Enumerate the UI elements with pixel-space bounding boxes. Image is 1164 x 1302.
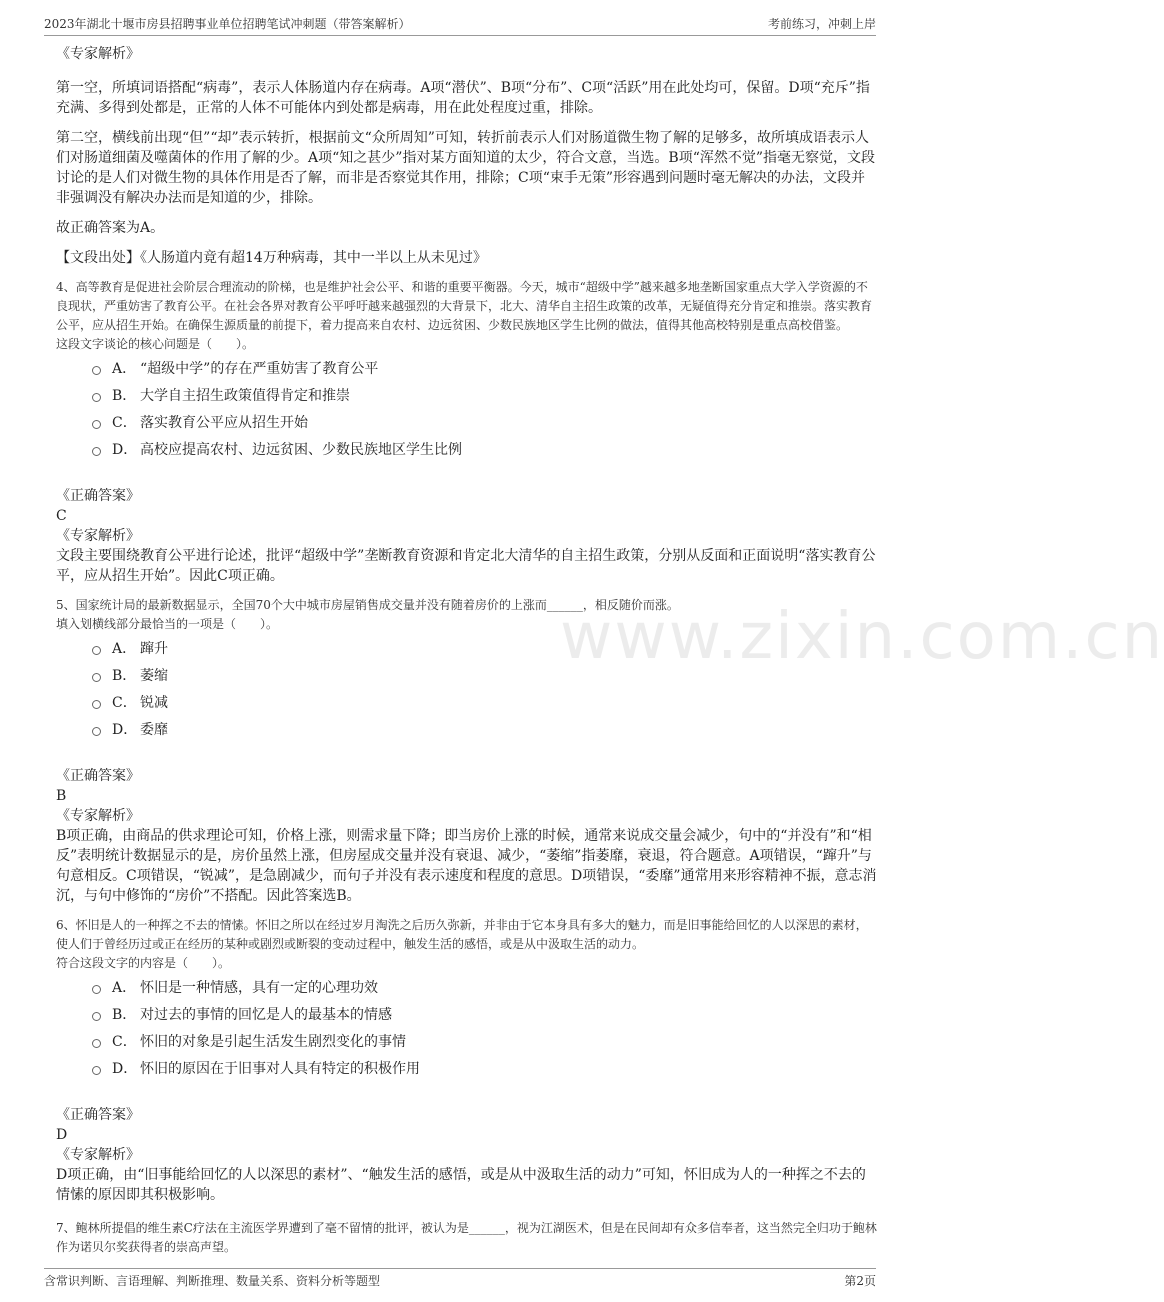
- q6-stem: 6、怀旧是人的一种挥之不去的情愫。怀旧之所以在经过岁月淘洗之后历久弥新，并非由于它本身具有多大的魅力，而是旧事能给回忆的人以深思的素材，使人们于曾经历过或正在经历的某种或剧烈或断裂的变动过程中，触发生活的感悟，或是从中汲取生活的动力。: [56, 918, 868, 951]
- q5-stem: 5、国家统计局的最新数据显示，全国70个大中城市房屋销售成交量并没有随着房价的上涨而______，相反随价而涨。: [56, 598, 679, 612]
- q5-expert-label: 《专家解析》: [56, 808, 140, 824]
- q3-source: 【文段出处】《人肠道内竟有超14万种病毒，其中一半以上从未见过》: [56, 250, 487, 266]
- radio-icon[interactable]: [92, 447, 101, 456]
- page-header: [44, 10, 876, 36]
- q5-option-d[interactable]: D． 委靡: [92, 715, 878, 742]
- q5-question: 填入划横线部分最恰当的一项是（ ）。: [56, 617, 279, 631]
- q5-options: [56, 634, 878, 742]
- q4-option-d[interactable]: D． 高校应提高农村、边远贫困、少数民族地区学生比例: [92, 435, 878, 462]
- q3-conclusion: 故正确答案为A。: [56, 220, 165, 236]
- q6-explanation: D项正确，由“旧事能给回忆的人以深思的素材”、“触发生活的感悟，或是从中汲取生活的动力”可知，怀旧成为人的一种挥之不去的情愫的原因即其积极影响。: [56, 1167, 866, 1203]
- radio-icon[interactable]: [92, 727, 101, 736]
- q4-answer-label: 《正确答案》: [56, 488, 140, 504]
- q7-stem: 7、鲍林所提倡的维生素C疗法在主流医学界遭到了毫不留情的批评，被认为是______，视为江湖医术，但是在民间却有众多信奉者，这当然完全归功于鲍林作为诺贝尔奖获得者的崇高声望。: [56, 1221, 877, 1254]
- page-footer: [44, 1268, 876, 1291]
- q6-option-c[interactable]: C． 怀旧的对象是引起生活发生剧烈变化的事情: [92, 1027, 878, 1054]
- q5-answer: B: [56, 788, 67, 804]
- q6-option-d[interactable]: D． 怀旧的原因在于旧事对人具有特定的积极作用: [92, 1054, 878, 1081]
- footer-note: 含常识判断、言语理解、判断推理、数量关系、资料分析等题型: [44, 1273, 381, 1288]
- q4-expert-label: 《专家解析》: [56, 528, 140, 544]
- q6-options: [56, 973, 878, 1081]
- q5-explanation: B项正确，由商品的供求理论可知，价格上涨，则需求量下降；即当房价上涨的时候，通常来说成交量会减少，句中的“并没有”和“相反”表明统计数据显示的是，房价虽然上涨，但房屋成交量并没有衰退、减少，“萎缩”指萎靡，衰退，符合题意。A项错误，“蹿升”与句意相反。C项错误，“锐减”，是急剧减少，而句子并没有表示速度和程度的意思。D项错误，“委靡”通常用来形容精神不振，意志消沉，与句中修饰的“房价”不搭配。因此答案选B。: [56, 828, 877, 904]
- q4-option-c[interactable]: C． 落实教育公平应从招生开始: [92, 408, 878, 435]
- header-slogan: 考前练习，冲刺上岸: [767, 17, 876, 31]
- q5-answer-label: 《正确答案》: [56, 768, 140, 784]
- document-title: 2023年湖北十堰市房县招聘事业单位招聘笔试冲刺题（带答案解析）: [44, 17, 411, 31]
- q4-explanation: 文段主要围绕教育公平进行论述，批评“超级中学”垄断教育资源和肯定北大清华的自主招生政策，分别从反面和正面说明“落实教育公平，应从招生开始”。因此C项正确。: [56, 548, 876, 584]
- q6-answer: D: [56, 1127, 68, 1143]
- radio-icon[interactable]: [92, 1039, 101, 1048]
- radio-icon[interactable]: [92, 646, 101, 655]
- radio-icon[interactable]: [92, 366, 101, 375]
- q6-option-b[interactable]: B． 对过去的事情的回忆是人的最基本的情感: [92, 1000, 878, 1027]
- q6-question: 符合这段文字的内容是（ ）。: [56, 956, 231, 970]
- radio-icon[interactable]: [92, 1012, 101, 1021]
- q4-question: 这段文字谈论的核心问题是（ ）。: [56, 337, 255, 351]
- q6-answer-label: 《正确答案》: [56, 1107, 140, 1123]
- radio-icon[interactable]: [92, 985, 101, 994]
- q4-option-a[interactable]: A． “超级中学”的存在严重妨害了教育公平: [92, 354, 878, 381]
- q6-option-a[interactable]: A． 怀旧是一种情感，具有一定的心理功效: [92, 973, 878, 1000]
- q5-option-b[interactable]: B． 萎缩: [92, 661, 878, 688]
- radio-icon[interactable]: [92, 1066, 101, 1075]
- q6-expert-label: 《专家解析》: [56, 1147, 140, 1163]
- q3-para1: 第一空，所填词语搭配“病毒”，表示人体肠道内存在病毒。A项“潜伏”、B项“分布”、C项“活跃”用在此处均可，保留。D项“充斥”指充满、多得到处都是，正常的人体不可能体内到处都是病毒，用在此处程度过重，排除。: [56, 80, 870, 116]
- q4-answer: C: [56, 508, 67, 524]
- page-content: [56, 44, 878, 1257]
- watermark: www.zixin.com.cn: [560, 600, 1164, 674]
- radio-icon[interactable]: [92, 393, 101, 402]
- page-number: 第2页: [844, 1273, 876, 1288]
- q4-option-b[interactable]: B． 大学自主招生政策值得肯定和推崇: [92, 381, 878, 408]
- radio-icon[interactable]: [92, 673, 101, 682]
- q4-stem: 4、高等教育是促进社会阶层合理流动的阶梯，也是维护社会公平、和谐的重要平衡器。今天，城市“超级中学”越来越多地垄断国家重点大学入学资源的不良现状，严重妨害了教育公平。在社会各界对教育公平呼吁越来越强烈的大背景下，北大、清华自主招生政策的改革，无疑值得充分肯定和推崇。落实教育公平，应从招生开始。在确保生源质量的前提下，着力提高来自农村、边远贫困、少数民族地区学生比例的做法，值得其他高校特别是重点高校借鉴。: [56, 280, 873, 332]
- radio-icon[interactable]: [92, 700, 101, 709]
- q3-para2: 第二空，横线前出现“但”“却”表示转折，根据前文“众所周知”可知，转折前表示人们对肠道微生物了解的足够多，故所填成语表示人们对肠道细菌及噬菌体的作用了解的少。A项“知之甚少”指对某方面知道的太少，符合文意，当选。B项“浑然不觉”指毫无察觉，文段讨论的是人们对微生物的具体作用是否了解，而非是否察觉其作用，排除；C项“束手无策”形容遇到问题时毫无解决的办法，文段并非强调没有解决办法而是知道的少，排除。: [56, 130, 876, 206]
- q5-option-a[interactable]: A． 蹿升: [92, 634, 878, 661]
- q3-expert-label: 《专家解析》: [56, 46, 140, 62]
- radio-icon[interactable]: [92, 420, 101, 429]
- q5-option-c[interactable]: C． 锐减: [92, 688, 878, 715]
- q4-options: [56, 354, 878, 462]
